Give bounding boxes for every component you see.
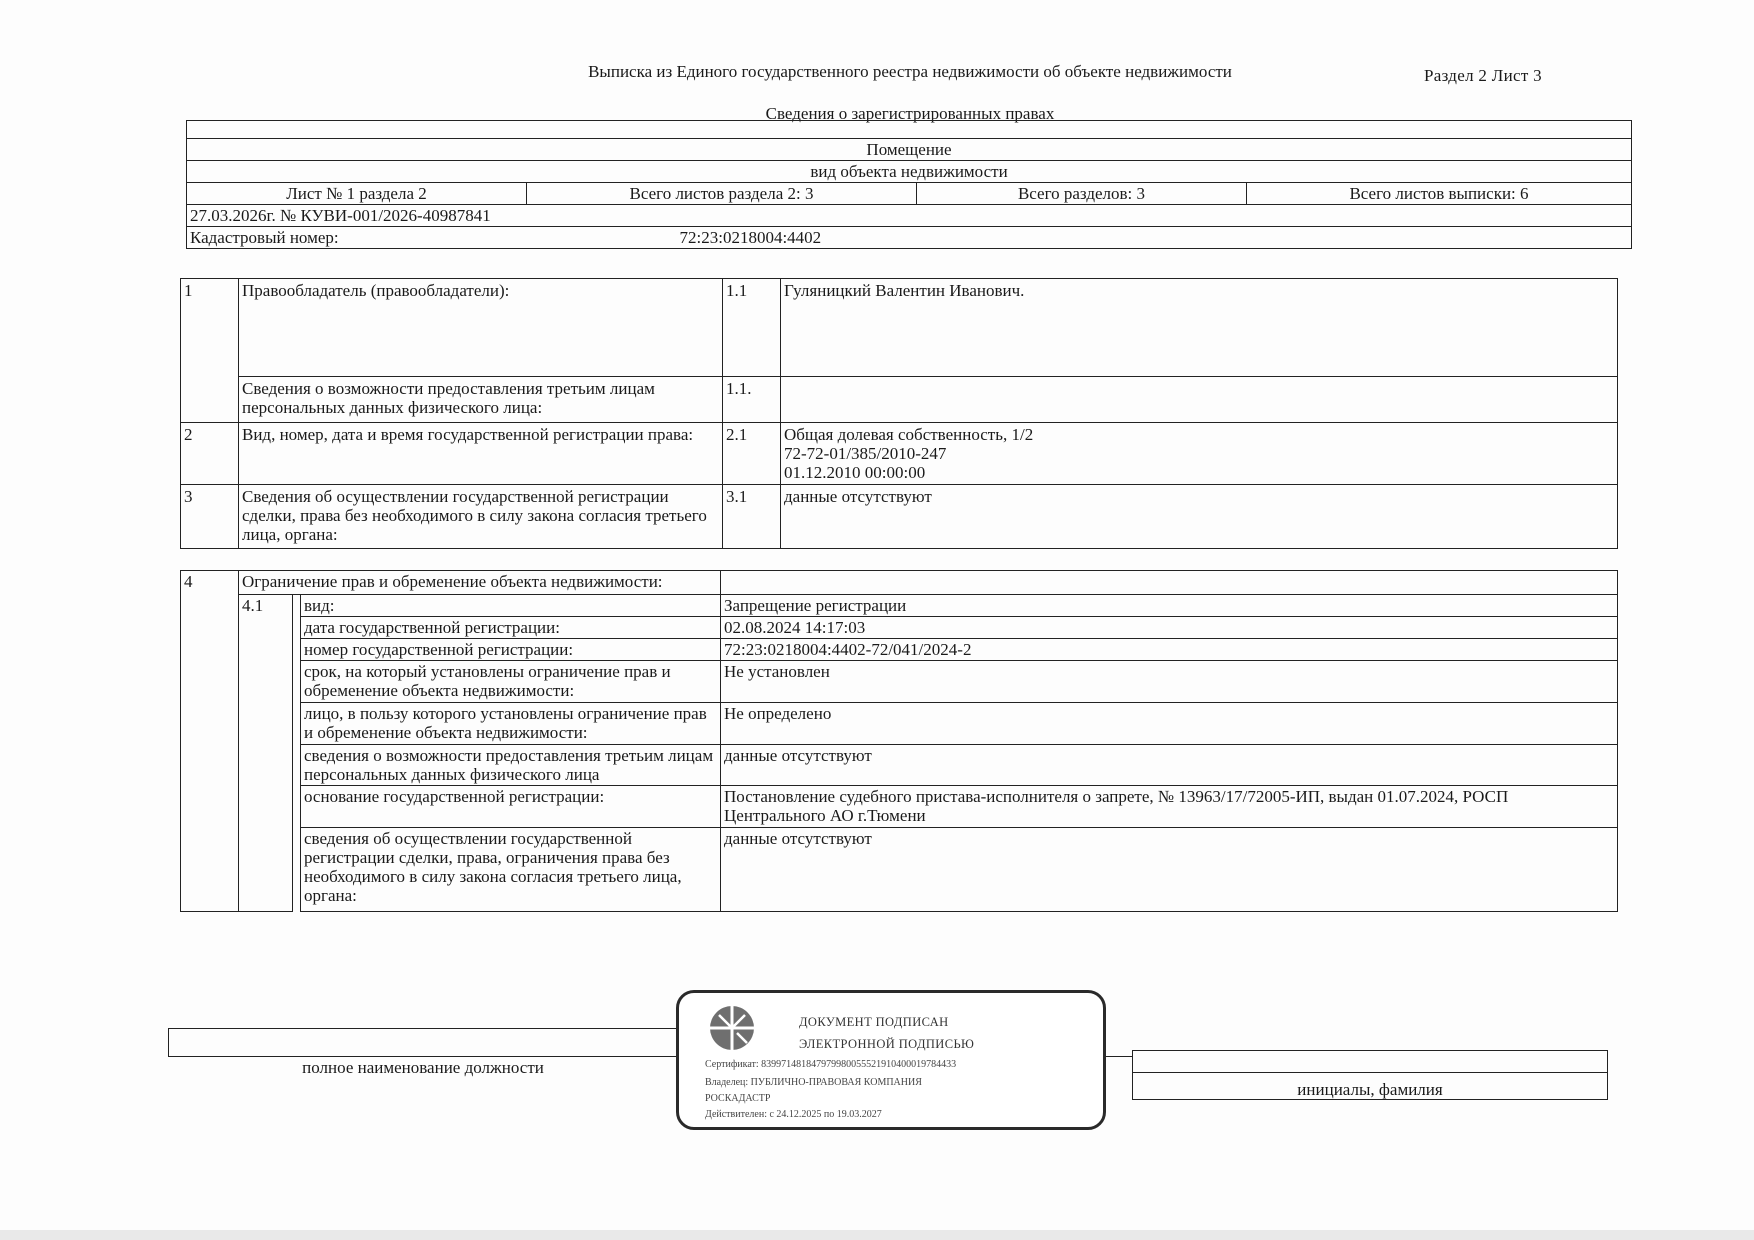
right-registration-label: Вид, номер, дата и время государственной регистрации права:: [239, 423, 723, 485]
enc-label-reg-date: дата государственной регистрации:: [301, 617, 721, 639]
date-and-number: 27.03.2026г. № КУВИ-001/2026-40987841: [187, 205, 1632, 227]
rightholder-value: Гуляницкий Валентин Иванович.: [781, 279, 1618, 377]
enc-value-beneficiary: Не определено: [721, 703, 1618, 745]
row-number-4: 4: [181, 571, 239, 912]
stamp-owner-line2: РОСКАДАСТР: [705, 1093, 771, 1104]
enc-label-beneficiary: лицо, в пользу которого установлены ограничение прав и обременение объекта недвижимости:: [301, 703, 721, 745]
name-caption: инициалы, фамилия: [1297, 1080, 1443, 1099]
stamp-title-line1: ДОКУМЕНТ ПОДПИСАН: [799, 1015, 949, 1029]
right-registration-value: [781, 423, 1618, 485]
right-reg-datetime: 01.12.2010 00:00:00: [784, 463, 926, 482]
sheet-reference: Раздел 2 Лист 3: [1424, 66, 1542, 85]
stamp-title-line2: ЭЛЕКТРОННОЙ ПОДПИСЬЮ: [799, 1037, 975, 1051]
header-blank-row: [187, 121, 1632, 139]
enc-value-term: Не установлен: [721, 661, 1618, 703]
object-kind: Помещение: [187, 139, 1632, 161]
enc-value-deal: данные отсутствуют: [721, 828, 1618, 912]
position-field: [168, 1028, 678, 1056]
rights-table: [180, 278, 1618, 549]
enc-label-term: срок, на который установлены ограничение прав и обременение объекта недвижимости:: [301, 661, 721, 703]
cadastral-number: 72:23:0218004:4402: [679, 228, 822, 247]
total-sheets-extract: Всего листов выписки: 6: [1247, 183, 1632, 205]
enc-label-basis: основание государственной регистрации:: [301, 786, 721, 828]
stamp-owner-line1: Владелец: ПУБЛИЧНО-ПРАВОВАЯ КОМПАНИЯ: [705, 1077, 922, 1088]
electronic-signature-stamp: [676, 990, 1106, 1130]
sub-number-1-1: 1.1: [723, 279, 781, 377]
total-sections: Всего разделов: 3: [917, 183, 1247, 205]
document-title: Выписка из Единого государственного реестра недвижимости об объекте недвижимости: [588, 62, 1232, 81]
rightholder-label: Правообладатель (правообладатели):: [239, 279, 723, 377]
row-number-1: 1: [181, 279, 239, 423]
stamp-validity: Действителен: с 24.12.2025 по 19.03.2027: [705, 1109, 882, 1120]
encumbrance-label: Ограничение прав и обременение объекта недвижимости:: [239, 571, 721, 595]
deal-registration-label: Сведения об осуществлении государственной регистрации сделки, права без необходимого в силу закона согласия третьего лица, органа:: [239, 485, 723, 549]
enc-value-personal-data: данные отсутствуют: [721, 745, 1618, 786]
position-caption: полное наименование должности: [302, 1058, 544, 1077]
total-sheets-section: Всего листов раздела 2: 3: [527, 183, 917, 205]
enc-label-reg-number: номер государственной регистрации:: [301, 639, 721, 661]
cadastral-value: [679, 227, 1632, 249]
name-underline: [1132, 1072, 1608, 1073]
sub-number-3-1: 3.1: [723, 485, 781, 549]
sub-number-2-1: 2.1: [723, 423, 781, 485]
stamp-certificate: Сертификат: 839971481847979980055521910400019784433: [705, 1059, 957, 1070]
sheet-of-section: Лист № 1 раздела 2: [187, 183, 527, 205]
enc-label-deal: сведения об осуществлении государственной регистрации сделки, права, ограничения права без необходимого в силу закона согласия третьего лица, органа:: [301, 828, 721, 912]
right-type: Общая долевая собственность, 1/2: [784, 425, 1034, 444]
enc-value-basis: Постановление судебного пристава-исполнителя о запрете, № 13963/17/72005-ИП, выдан 01.07.2024, РОСП Центрального АО г.Тюмени: [721, 786, 1618, 828]
deal-registration-value: данные отсутствуют: [781, 485, 1618, 549]
document-subtitle: Сведения о зарегистрированных правах: [765, 104, 1055, 123]
personal-data-label: Сведения о возможности предоставления третьим лицам персональных данных физического лица:: [239, 377, 723, 423]
sub-number-1-1b: 1.1.: [723, 377, 781, 423]
encumbrance-sub-number: 4.1: [239, 595, 293, 912]
personal-data-value: [781, 377, 1618, 423]
enc-value-reg-number: 72:23:0218004:4402-72/041/2024-2: [721, 639, 1618, 661]
enc-label-personal-data: сведения о возможности предоставления третьим лицам персональных данных физического лица: [301, 745, 721, 786]
row-number-3: 3: [181, 485, 239, 549]
header-table: [186, 120, 1632, 249]
right-reg-number: 72-72-01/385/2010-247: [784, 444, 947, 463]
encumbrance-table: [180, 570, 1618, 912]
scan-bottom-edge: [0, 1230, 1754, 1240]
object-kind-caption: вид объекта недвижимости: [187, 161, 1632, 183]
row-number-2: 2: [181, 423, 239, 485]
encumbrance-label-value: [721, 571, 1618, 595]
enc-label-kind: вид:: [301, 595, 721, 617]
cadastral-label: Кадастровый номер:: [187, 227, 917, 249]
rosreestr-emblem-icon: [707, 1003, 757, 1053]
encumbrance-indent: [293, 595, 301, 912]
enc-value-reg-date: 02.08.2024 14:17:03: [721, 617, 1618, 639]
enc-value-kind: Запрещение регистрации: [721, 595, 1618, 617]
